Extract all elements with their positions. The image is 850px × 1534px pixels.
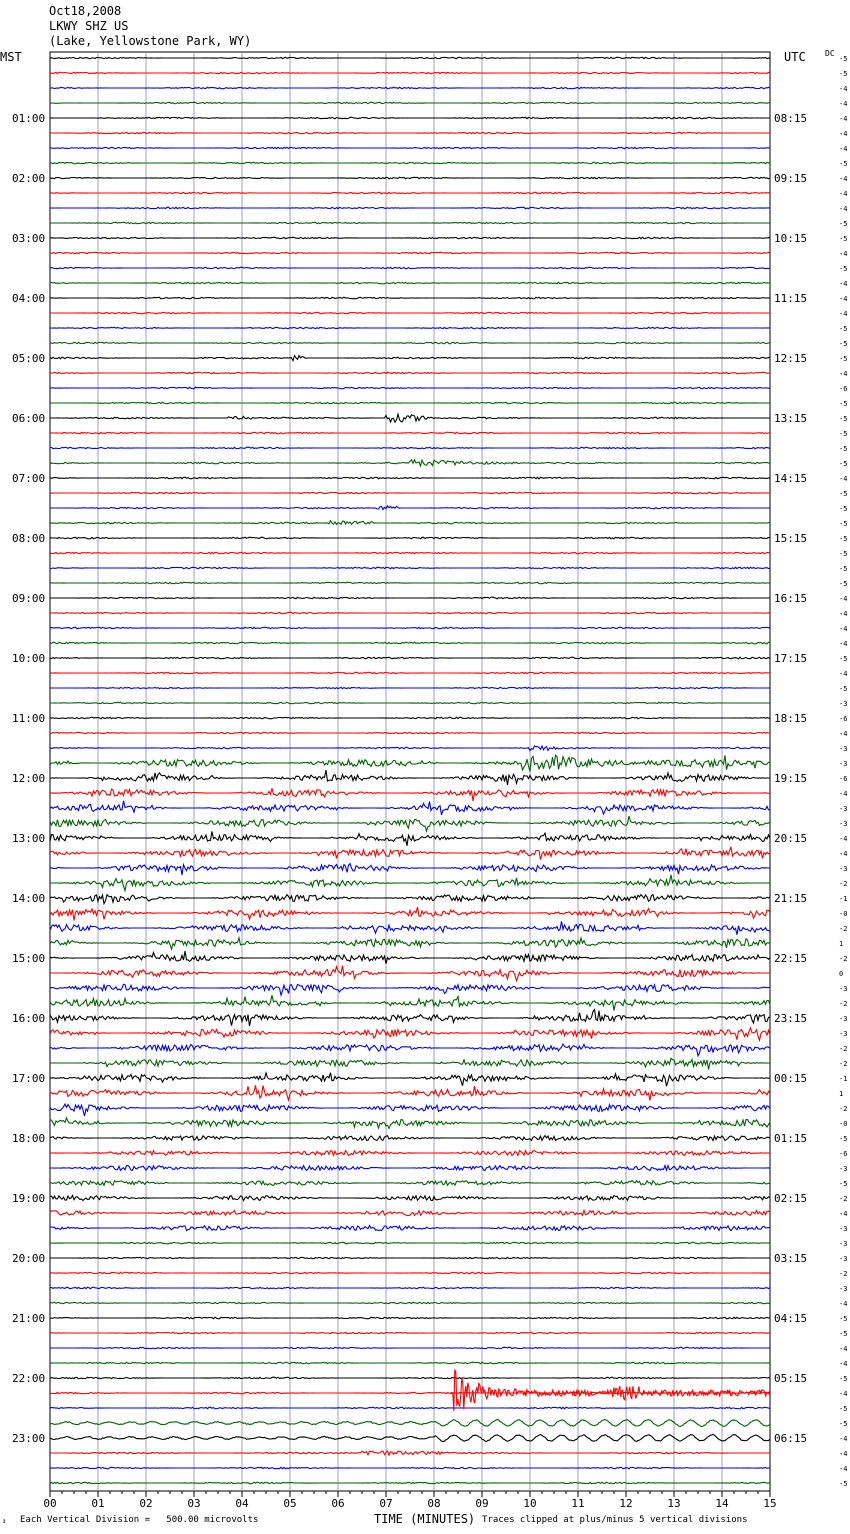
dc-offset-label: -4 <box>839 670 848 678</box>
dc-offset-label: -2 <box>839 955 848 963</box>
seismic-trace <box>50 717 770 719</box>
left-hour-label: 08:00 <box>12 532 46 545</box>
seismic-trace <box>50 657 770 659</box>
dc-offset-label: -5 <box>839 415 848 423</box>
dc-offset-label: -3 <box>839 1255 848 1263</box>
x-tick-label: 13 <box>667 1497 681 1510</box>
dc-offset-label: -5 <box>839 325 848 333</box>
dc-offset-label: -3 <box>839 1240 848 1248</box>
dc-offset-label: -6 <box>839 385 848 393</box>
dc-offset-label: -2 <box>839 1270 848 1278</box>
seismic-trace <box>50 1287 770 1289</box>
left-hour-label: 10:00 <box>12 652 46 665</box>
left-hour-label: 19:00 <box>12 1192 46 1205</box>
seismic-trace <box>50 356 770 361</box>
dc-offset-label: -3 <box>839 760 848 768</box>
dc-offset-label: -5 <box>839 520 848 528</box>
dc-offset-label: -5 <box>839 1135 848 1143</box>
x-tick-label: 01 <box>91 1497 105 1510</box>
right-hour-label: 22:15 <box>774 952 808 965</box>
dc-offset-label: -1 <box>839 895 848 903</box>
dc-offset-label: 1 <box>839 940 844 948</box>
dc-offset-label: -5 <box>839 160 848 168</box>
seismic-trace <box>50 132 770 134</box>
seismic-trace <box>50 672 770 674</box>
seismic-trace <box>50 282 770 284</box>
dc-offset-label: -4 <box>839 100 848 108</box>
seismic-trace <box>50 995 770 1011</box>
seismic-trace <box>50 1166 770 1171</box>
vertical-division-note: Each Vertical Division = 500.00 microvolts <box>20 1515 259 1525</box>
dc-offset-label: -4 <box>839 115 848 123</box>
seismic-trace <box>50 1347 770 1349</box>
seismic-trace <box>50 921 770 934</box>
dc-offset-label: -4 <box>839 130 848 138</box>
dc-offset-label: -0 <box>839 1120 848 1128</box>
x-tick-label: 10 <box>523 1497 537 1510</box>
dc-offset-label: -5 <box>839 580 848 588</box>
corner-mark: ↕ <box>2 1517 7 1525</box>
dc-offset-label: -5 <box>839 445 848 453</box>
right-hour-label: 21:15 <box>774 892 808 905</box>
dc-offset-label: -5 <box>839 355 848 363</box>
dc-offset-label: -5 <box>839 70 848 78</box>
seismic-trace <box>50 492 770 494</box>
seismic-trace <box>50 1451 770 1455</box>
seismic-trace <box>50 864 770 875</box>
seismic-trace <box>50 162 770 164</box>
seismic-trace <box>50 1181 770 1186</box>
dc-offset-label: -5 <box>839 400 848 408</box>
dc-offset-label: -2 <box>839 1045 848 1053</box>
x-tick-label: 05 <box>283 1497 297 1510</box>
dc-offset-label: -4 <box>839 1360 848 1368</box>
right-hour-label: 00:15 <box>774 1072 808 1085</box>
left-hour-label: 23:00 <box>12 1432 46 1445</box>
dc-offset-label: -0 <box>839 910 848 918</box>
dc-offset-label: -4 <box>839 295 848 303</box>
right-hour-label: 04:15 <box>774 1312 808 1325</box>
dc-offset-label: -4 <box>839 250 848 258</box>
seismic-trace <box>50 612 770 614</box>
seismic-trace <box>50 237 770 239</box>
seismic-trace <box>50 702 770 704</box>
left-hour-label: 17:00 <box>12 1072 46 1085</box>
dc-offset-label: -2 <box>839 1060 848 1068</box>
x-tick-label: 02 <box>139 1497 153 1510</box>
x-tick-label: 09 <box>475 1497 489 1510</box>
right-hour-label: 09:15 <box>774 172 808 185</box>
left-hour-label: 11:00 <box>12 712 46 725</box>
seismic-trace <box>50 627 770 629</box>
seismic-trace <box>50 477 770 479</box>
dc-offset-label: -5 <box>839 1315 848 1323</box>
left-hour-label: 21:00 <box>12 1312 46 1325</box>
seismic-trace <box>50 102 770 104</box>
dc-offset-label: -2 <box>839 1195 848 1203</box>
seismic-trace <box>50 1377 770 1379</box>
seismic-trace <box>50 312 770 314</box>
seismic-trace <box>50 1044 770 1056</box>
dc-offset-label: -5 <box>839 1180 848 1188</box>
dc-offset-label: -4 <box>839 370 848 378</box>
chart-station: LKWY SHZ US <box>49 19 129 33</box>
dc-offset-label: -5 <box>839 265 848 273</box>
dc-offset-label: -3 <box>839 745 848 753</box>
seismic-trace <box>50 342 770 344</box>
dc-offset-label: -4 <box>839 1465 848 1473</box>
left-hour-label: 01:00 <box>12 112 46 125</box>
dc-offset-label: -5 <box>839 655 848 663</box>
left-hour-label: 22:00 <box>12 1372 46 1385</box>
seismic-trace <box>50 1482 770 1484</box>
seismic-trace <box>50 1317 770 1319</box>
seismic-trace <box>50 57 770 59</box>
left-hour-label: 05:00 <box>12 352 46 365</box>
right-hour-label: 18:15 <box>774 712 808 725</box>
seismic-trace <box>50 521 770 525</box>
seismic-trace <box>50 432 770 434</box>
x-tick-label: 15 <box>763 1497 777 1510</box>
seismic-trace <box>50 147 770 149</box>
seismic-trace <box>50 1242 770 1244</box>
seismic-trace <box>50 1226 770 1231</box>
dc-offset-label: -6 <box>839 715 848 723</box>
dc-offset-label: -4 <box>839 280 848 288</box>
dc-offset-label: -5 <box>839 235 848 243</box>
dc-offset-label: -4 <box>839 175 848 183</box>
left-hour-label: 06:00 <box>12 412 46 425</box>
seismic-trace <box>50 1210 770 1215</box>
x-tick-label: 08 <box>427 1497 441 1510</box>
left-hour-label: 02:00 <box>12 172 46 185</box>
left-hour-label: 14:00 <box>12 892 46 905</box>
right-hour-label: 01:15 <box>774 1132 808 1145</box>
seismic-trace <box>50 1136 770 1141</box>
right-hour-label: 03:15 <box>774 1252 808 1265</box>
dc-offset-label: -4 <box>839 475 848 483</box>
x-tick-label: 11 <box>571 1497 585 1510</box>
seismic-trace <box>50 192 770 194</box>
dc-offset-label: -4 <box>839 730 848 738</box>
x-tick-label: 12 <box>619 1497 633 1510</box>
dc-offset-label: -4 <box>839 610 848 618</box>
seismic-trace <box>50 687 770 688</box>
dc-offset-label: -4 <box>839 1210 848 1218</box>
chart-location: (Lake, Yellowstone Park, WY) <box>49 34 252 48</box>
seismic-trace <box>50 1073 770 1087</box>
dc-offset-label: -4 <box>839 1345 848 1353</box>
left-hour-label: 16:00 <box>12 1012 46 1025</box>
right-hour-label: 06:15 <box>774 1432 808 1445</box>
right-hour-label: 11:15 <box>774 292 808 305</box>
left-axis-label: MST <box>0 50 22 64</box>
right-hour-label: 05:15 <box>774 1372 808 1385</box>
seismic-trace <box>50 447 770 449</box>
right-hour-label: 20:15 <box>774 832 808 845</box>
x-tick-label: 00 <box>43 1497 57 1510</box>
dc-offset-label: -5 <box>839 460 848 468</box>
dc-offset-label: -4 <box>839 625 848 633</box>
x-tick-label: 04 <box>235 1497 249 1510</box>
dc-offset-label: -4 <box>839 190 848 198</box>
seismic-trace <box>50 1302 770 1304</box>
seismic-trace <box>50 801 770 815</box>
seismic-trace <box>50 267 770 269</box>
dc-offset-label: -4 <box>839 1300 848 1308</box>
dc-offset-label: -4 <box>839 85 848 93</box>
seismic-trace <box>50 746 770 751</box>
seismic-trace <box>50 951 770 964</box>
dc-label: DC <box>825 49 835 58</box>
trace-group <box>50 57 770 1484</box>
seismic-trace <box>50 372 770 374</box>
seismic-trace <box>50 252 770 254</box>
seismic-trace <box>50 297 770 299</box>
seismic-trace <box>50 414 770 422</box>
seismic-trace <box>50 732 770 734</box>
seismic-trace <box>50 327 770 329</box>
seismic-trace <box>50 1272 770 1274</box>
x-tick-label: 03 <box>187 1497 201 1510</box>
right-hour-label: 08:15 <box>774 112 808 125</box>
right-hour-label: 12:15 <box>774 352 808 365</box>
right-hour-label: 17:15 <box>774 652 808 665</box>
dc-offset-label: -3 <box>839 985 848 993</box>
dc-offset-label: -4 <box>839 835 848 843</box>
seismic-trace <box>50 938 770 949</box>
dc-offset-label: -3 <box>839 820 848 828</box>
seismic-trace <box>50 1151 770 1156</box>
seismic-trace <box>50 788 770 801</box>
dc-offset-label: -3 <box>839 1285 848 1293</box>
dc-offset-label: -4 <box>839 595 848 603</box>
dc-offset-label: -4 <box>839 205 848 213</box>
left-hour-label: 20:00 <box>12 1252 46 1265</box>
seismic-trace <box>50 402 770 404</box>
left-hour-label: 13:00 <box>12 832 46 845</box>
dc-offset-label: -3 <box>839 1225 848 1233</box>
seismic-trace <box>50 1467 770 1469</box>
seismic-trace <box>50 460 770 466</box>
dc-offset-label: -5 <box>839 490 848 498</box>
seismic-trace <box>50 1028 770 1040</box>
seismic-trace <box>50 597 770 599</box>
dc-offset-label: -5 <box>839 505 848 513</box>
seismic-trace <box>50 1332 770 1334</box>
seismic-trace <box>50 1085 770 1100</box>
right-hour-label: 10:15 <box>774 232 808 245</box>
seismic-trace <box>50 506 770 510</box>
dc-offset-label: -3 <box>839 1030 848 1038</box>
seismic-trace <box>50 1104 770 1116</box>
x-axis-label: TIME (MINUTES) <box>374 1512 476 1526</box>
x-tick-label: 07 <box>379 1497 393 1510</box>
dc-offset-label: -2 <box>839 1000 848 1008</box>
seismic-trace <box>50 1058 770 1069</box>
dc-offset-label: -5 <box>839 340 848 348</box>
seismic-trace <box>50 1362 770 1364</box>
right-hour-label: 14:15 <box>774 472 808 485</box>
dc-offset-label: -5 <box>839 685 848 693</box>
dc-offset-label: -5 <box>839 565 848 573</box>
dc-offset-label: -1 <box>839 1075 848 1083</box>
left-hour-label: 03:00 <box>12 232 46 245</box>
dc-offset-label: -4 <box>839 640 848 648</box>
seismic-trace <box>50 1010 770 1027</box>
dc-offset-label: -2 <box>839 1105 848 1113</box>
dc-offset-label: -4 <box>839 850 848 858</box>
right-hour-label: 16:15 <box>774 592 808 605</box>
dc-offset-label: -5 <box>839 1375 848 1383</box>
dc-offset-label: -4 <box>839 1435 848 1443</box>
dc-offset-label: -4 <box>839 790 848 798</box>
right-hour-label: 15:15 <box>774 532 808 545</box>
x-tick-label: 06 <box>331 1497 345 1510</box>
dc-offset-label: -3 <box>839 1165 848 1173</box>
dc-offset-label: 0 <box>839 970 844 978</box>
seismic-trace <box>50 567 770 569</box>
right-hour-label: 23:15 <box>774 1012 808 1025</box>
seismic-trace <box>50 966 770 981</box>
seismic-trace <box>50 895 770 904</box>
dc-offset-label: -2 <box>839 925 848 933</box>
seismic-trace <box>50 984 770 995</box>
seismic-trace <box>50 552 770 554</box>
seismic-trace <box>50 755 770 771</box>
seismic-trace <box>50 816 770 831</box>
x-tick-label: 14 <box>715 1497 729 1510</box>
left-hour-label: 09:00 <box>12 592 46 605</box>
dc-offset-label: -6 <box>839 1150 848 1158</box>
dc-offset-label: -4 <box>839 145 848 153</box>
seismic-trace <box>50 177 770 179</box>
seismic-trace <box>50 1195 770 1200</box>
left-hour-label: 12:00 <box>12 772 46 785</box>
seismic-trace <box>50 831 770 845</box>
right-hour-label: 02:15 <box>774 1192 808 1205</box>
dc-offset-label: -4 <box>839 310 848 318</box>
dc-offset-label: -5 <box>839 220 848 228</box>
dc-offset-label: -6 <box>839 775 848 783</box>
dc-offset-label: -2 <box>839 880 848 888</box>
dc-offset-label: -5 <box>839 550 848 558</box>
dc-offset-label: -5 <box>839 1480 848 1488</box>
right-hour-label: 19:15 <box>774 772 808 785</box>
seismic-trace <box>50 770 770 785</box>
seismic-trace <box>50 72 770 74</box>
seismic-trace <box>50 117 770 119</box>
dc-offset-label: -5 <box>839 1420 848 1428</box>
seismic-trace <box>50 1257 770 1259</box>
seismic-trace <box>50 582 770 584</box>
dc-offset-label: -5 <box>839 1405 848 1413</box>
seismic-trace <box>50 387 770 389</box>
left-hour-label: 18:00 <box>12 1132 46 1145</box>
right-hour-label: 13:15 <box>774 412 808 425</box>
dc-offset-label: -3 <box>839 805 848 813</box>
dc-offset-label: -4 <box>839 1390 848 1398</box>
left-hour-label: 07:00 <box>12 472 46 485</box>
seismic-trace <box>50 1420 770 1427</box>
dc-offset-label: -3 <box>839 1015 848 1023</box>
seismic-trace <box>50 642 770 644</box>
dc-offset-label: -4 <box>839 1450 848 1458</box>
clip-note: Traces clipped at plus/minus 5 vertical divisions <box>482 1515 748 1525</box>
right-axis-label: UTC <box>784 50 806 64</box>
dc-offset-label: -3 <box>839 700 848 708</box>
dc-offset-label: -5 <box>839 1330 848 1338</box>
seismic-trace <box>50 1118 770 1129</box>
chart-date: Oct18,2008 <box>49 4 122 18</box>
dc-offset-label: -5 <box>839 430 848 438</box>
dc-offset-label: -5 <box>839 535 848 543</box>
seismic-trace <box>50 847 770 860</box>
seismic-trace <box>50 222 770 224</box>
seismic-trace <box>50 1407 770 1409</box>
seismic-trace <box>50 907 770 921</box>
seismic-trace <box>50 537 770 539</box>
seismic-trace <box>50 1435 770 1442</box>
dc-offset-label: -3 <box>839 865 848 873</box>
left-hour-label: 04:00 <box>12 292 46 305</box>
seismic-trace <box>50 875 770 891</box>
left-hour-label: 15:00 <box>12 952 46 965</box>
seismic-trace <box>50 87 770 89</box>
seismic-trace <box>50 207 770 209</box>
dc-offset-label: 1 <box>839 1090 844 1098</box>
dc-offset-label: -5 <box>839 55 848 63</box>
